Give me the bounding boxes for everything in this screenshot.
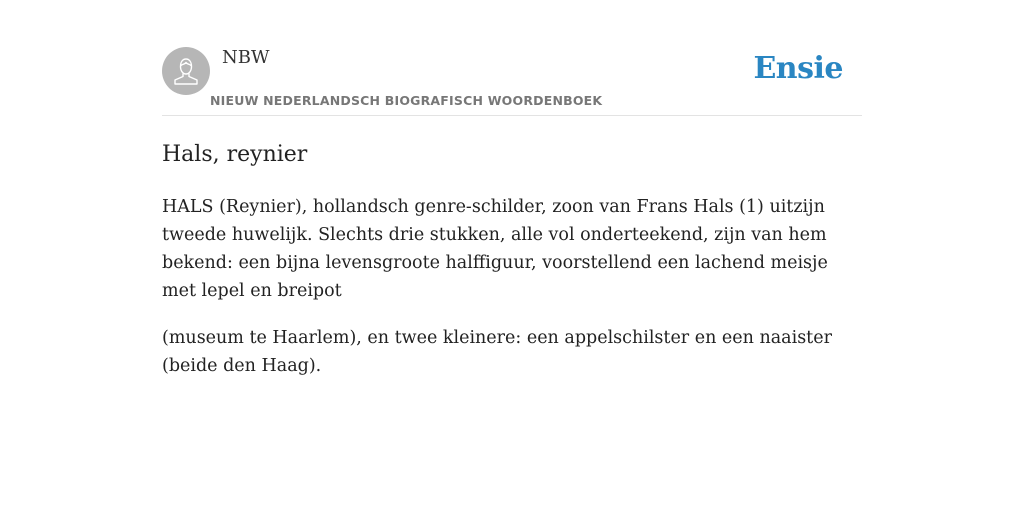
source-abbreviation[interactable]: NBW [222,47,270,68]
source-full-name: NIEUW NEDERLANDSCH BIOGRAFISCH WOORDENBOEK [210,93,603,108]
article-paragraph: HALS (Reynier), hollandsch genre-schilder, zoon van Frans Hals (1) uitzijn tweede huwelijk. Slechts drie stukken, alle vol onderteekend, zijn van hem bekend: een bijna levensgroote halffiguur, voorstellend een lachend meisje met lepel en breipot [162,197,828,301]
source-avatar[interactable] [162,47,210,95]
user-icon [162,47,210,95]
article-paragraph: (museum te Haarlem), en twee kleinere: een appelschilster en een naaister (beide den Haag). [162,328,832,376]
page [162,0,862,380]
article-title: Hals, reynier [162,142,308,167]
ensie-logo-link[interactable]: Ensie [753,51,843,86]
source-header [162,47,862,116]
